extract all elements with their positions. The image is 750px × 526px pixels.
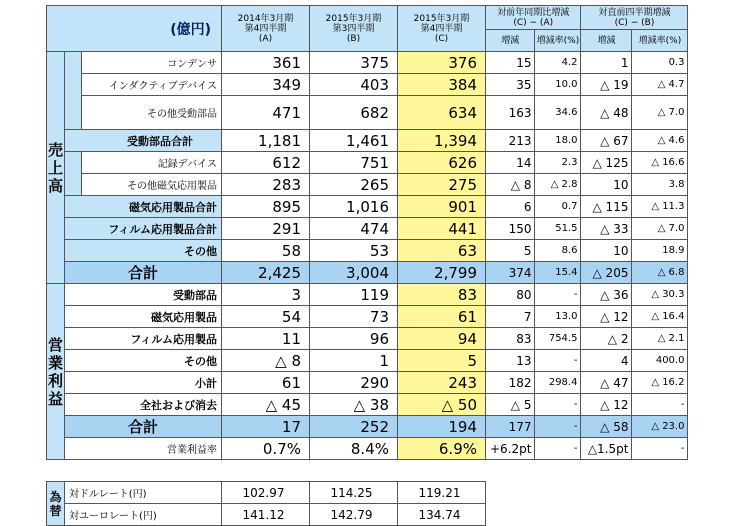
yoy-rate: 13.0 <box>535 306 581 328</box>
section-label-sales: 売 上 高 <box>47 52 65 284</box>
value-b: 265 <box>310 174 398 196</box>
yoy-change: 35 <box>486 74 535 96</box>
value-c: 376 <box>398 52 486 74</box>
yoy-change: 374 <box>486 262 535 284</box>
value-c: 441 <box>398 218 486 240</box>
value-b: 403 <box>310 74 398 96</box>
value-a: 102.97 <box>222 482 310 504</box>
yoy-rate: - <box>535 350 581 372</box>
value-c: 63 <box>398 240 486 262</box>
qoq-rate: △ 16.2 <box>632 372 688 394</box>
value-a: 0.7% <box>222 438 310 460</box>
table-row-subtotal <box>47 196 688 218</box>
table-row <box>47 52 688 74</box>
row-label: 磁気応用製品 <box>65 306 222 328</box>
qoq-change: △ 2 <box>581 328 632 350</box>
qoq-rate: 400.0 <box>632 350 688 372</box>
col-header-qoq-rate: 増減率(%) <box>632 30 688 52</box>
value-b: 96 <box>310 328 398 350</box>
qoq-rate: △ 2.1 <box>632 328 688 350</box>
qoq-rate: 18.9 <box>632 240 688 262</box>
row-label: 対ユーロレート(円) <box>65 504 222 526</box>
row-label: 対ドルレート(円) <box>65 482 222 504</box>
value-b: 114.25 <box>310 482 398 504</box>
row-label: その他磁気応用製品 <box>82 174 222 196</box>
qoq-change: △ 12 <box>581 394 632 416</box>
row-label: 合計 <box>65 416 222 438</box>
yoy-rate: △ 2.8 <box>535 174 581 196</box>
qoq-change: 1 <box>581 52 632 74</box>
value-a: 61 <box>222 372 310 394</box>
value-c: 634 <box>398 96 486 130</box>
spacer-row <box>47 460 688 482</box>
yoy-change: 80 <box>486 284 535 306</box>
value-b: 1 <box>310 350 398 372</box>
yoy-change: 7 <box>486 306 535 328</box>
qoq-rate: - <box>632 394 688 416</box>
col-header-a: 2014年3月期 第4四半期 (A) <box>222 6 310 52</box>
value-a: 58 <box>222 240 310 262</box>
yoy-rate: - <box>535 438 581 460</box>
qoq-change: 10 <box>581 240 632 262</box>
qoq-rate: 0.3 <box>632 52 688 74</box>
yoy-rate: 34.6 <box>535 96 581 130</box>
unit-label: (億円) <box>47 6 222 52</box>
value-b: 142.79 <box>310 504 398 526</box>
col-header-b: 2015年3月期 第3四半期 (B) <box>310 6 398 52</box>
yoy-change: 182 <box>486 372 535 394</box>
value-b: 73 <box>310 306 398 328</box>
qoq-rate: △ 6.8 <box>632 262 688 284</box>
value-a: 17 <box>222 416 310 438</box>
value-c: 243 <box>398 372 486 394</box>
value-c: △ 50 <box>398 394 486 416</box>
row-label: その他 <box>65 240 222 262</box>
table-row-total <box>47 416 688 438</box>
qoq-rate: - <box>632 438 688 460</box>
table-row <box>47 96 688 130</box>
qoq-rate: △ 30.3 <box>632 284 688 306</box>
value-b: 8.4% <box>310 438 398 460</box>
qoq-rate: △ 4.7 <box>632 74 688 96</box>
value-b: 290 <box>310 372 398 394</box>
value-a: 471 <box>222 96 310 130</box>
value-c: 194 <box>398 416 486 438</box>
empty-cell <box>486 504 688 526</box>
yoy-rate: 0.7 <box>535 196 581 218</box>
value-c: 134.74 <box>398 504 486 526</box>
table-row <box>47 394 688 416</box>
row-label: 合計 <box>65 262 222 284</box>
qoq-change: △ 33 <box>581 218 632 240</box>
value-b: 751 <box>310 152 398 174</box>
col-header-yoy: 対前年同期比増減 (C) − (A) <box>486 6 581 30</box>
row-label: その他受動部品 <box>82 96 222 130</box>
value-a: △ 45 <box>222 394 310 416</box>
yoy-change: 150 <box>486 218 535 240</box>
qoq-rate: △ 16.4 <box>632 306 688 328</box>
yoy-rate: - <box>535 284 581 306</box>
qoq-change: 10 <box>581 174 632 196</box>
value-b: △ 38 <box>310 394 398 416</box>
yoy-change: 5 <box>486 240 535 262</box>
value-a: 291 <box>222 218 310 240</box>
col-header-c: 2015年3月期 第4四半期 (C) <box>398 6 486 52</box>
row-label: 小計 <box>65 372 222 394</box>
yoy-change: 6 <box>486 196 535 218</box>
table-row <box>47 152 688 174</box>
value-a: 3 <box>222 284 310 306</box>
value-a: 2,425 <box>222 262 310 284</box>
qoq-rate: △ 11.3 <box>632 196 688 218</box>
indent-spacer <box>65 52 82 130</box>
value-c: 6.9% <box>398 438 486 460</box>
yoy-change: △ 5 <box>486 394 535 416</box>
value-a: 895 <box>222 196 310 218</box>
row-label: 磁気応用製品合計 <box>65 196 222 218</box>
value-c: 83 <box>398 284 486 306</box>
qoq-change: △ 19 <box>581 74 632 96</box>
qoq-change: △ 67 <box>581 130 632 152</box>
table-row <box>47 174 688 196</box>
row-label: フィルム応用製品合計 <box>65 218 222 240</box>
yoy-change: 177 <box>486 416 535 438</box>
value-a: 349 <box>222 74 310 96</box>
row-label: インダクティブデバイス <box>82 74 222 96</box>
financial-results-table <box>46 5 688 526</box>
col-header-yoy-change: 増減 <box>486 30 535 52</box>
qoq-rate: △ 16.6 <box>632 152 688 174</box>
value-c: 626 <box>398 152 486 174</box>
yoy-change: 213 <box>486 130 535 152</box>
col-header-yoy-rate: 増減率(%) <box>535 30 581 52</box>
value-b: 375 <box>310 52 398 74</box>
table-row <box>47 306 688 328</box>
table-row-fx <box>47 504 688 526</box>
yoy-rate: 2.3 <box>535 152 581 174</box>
yoy-rate: 298.4 <box>535 372 581 394</box>
yoy-change: 13 <box>486 350 535 372</box>
qoq-rate: △ 23.0 <box>632 416 688 438</box>
value-c: 94 <box>398 328 486 350</box>
yoy-rate: 754.5 <box>535 328 581 350</box>
qoq-change: △ 12 <box>581 306 632 328</box>
value-a: 141.12 <box>222 504 310 526</box>
section-label-operating-income: 営 業 利 益 <box>47 284 65 460</box>
yoy-rate: - <box>535 416 581 438</box>
value-b: 3,004 <box>310 262 398 284</box>
value-a: 1,181 <box>222 130 310 152</box>
qoq-change: △ 36 <box>581 284 632 306</box>
value-b: 53 <box>310 240 398 262</box>
value-c: 119.21 <box>398 482 486 504</box>
yoy-rate: 15.4 <box>535 262 581 284</box>
value-c: 275 <box>398 174 486 196</box>
row-label: 受動部品合計 <box>65 130 222 152</box>
table-row-subtotal <box>47 130 688 152</box>
value-b: 474 <box>310 218 398 240</box>
col-header-qoq: 対直前四半期増減 (C) − (B) <box>581 6 688 30</box>
table-row <box>47 284 688 306</box>
value-c: 5 <box>398 350 486 372</box>
yoy-change: +6.2pt <box>486 438 535 460</box>
value-b: 1,461 <box>310 130 398 152</box>
col-header-qoq-change: 増減 <box>581 30 632 52</box>
value-b: 682 <box>310 96 398 130</box>
qoq-change: △ 48 <box>581 96 632 130</box>
qoq-change: △ 205 <box>581 262 632 284</box>
row-label: 全社および消去 <box>65 394 222 416</box>
value-a: 283 <box>222 174 310 196</box>
qoq-change: △ 115 <box>581 196 632 218</box>
qoq-rate: △ 7.0 <box>632 218 688 240</box>
table-row <box>47 438 688 460</box>
table-row <box>47 350 688 372</box>
table-row-subtotal <box>47 218 688 240</box>
row-label: 受動部品 <box>65 284 222 306</box>
row-label: フィルム応用製品 <box>65 328 222 350</box>
row-label: コンデンサ <box>82 52 222 74</box>
qoq-change: △ 47 <box>581 372 632 394</box>
value-a: △ 8 <box>222 350 310 372</box>
qoq-rate: 3.8 <box>632 174 688 196</box>
value-c: 1,394 <box>398 130 486 152</box>
qoq-rate: △ 4.6 <box>632 130 688 152</box>
qoq-change: 4 <box>581 350 632 372</box>
qoq-change: △ 125 <box>581 152 632 174</box>
value-c: 384 <box>398 74 486 96</box>
yoy-rate: 51.5 <box>535 218 581 240</box>
qoq-change: △ 58 <box>581 416 632 438</box>
table-row <box>47 74 688 96</box>
value-c: 61 <box>398 306 486 328</box>
value-b: 119 <box>310 284 398 306</box>
indent-spacer <box>65 152 82 196</box>
yoy-rate: 10.0 <box>535 74 581 96</box>
row-label: その他 <box>65 350 222 372</box>
value-c: 2,799 <box>398 262 486 284</box>
row-label: 記録デバイス <box>82 152 222 174</box>
value-a: 11 <box>222 328 310 350</box>
table-row-fx <box>47 482 688 504</box>
yoy-rate: 8.6 <box>535 240 581 262</box>
yoy-rate: - <box>535 394 581 416</box>
yoy-rate: 18.0 <box>535 130 581 152</box>
qoq-rate: △ 7.0 <box>632 96 688 130</box>
value-c: 901 <box>398 196 486 218</box>
yoy-change: 163 <box>486 96 535 130</box>
qoq-change: △1.5pt <box>581 438 632 460</box>
yoy-change: 14 <box>486 152 535 174</box>
yoy-change: 15 <box>486 52 535 74</box>
table-row <box>47 328 688 350</box>
yoy-rate: 4.2 <box>535 52 581 74</box>
value-b: 1,016 <box>310 196 398 218</box>
yoy-change: 83 <box>486 328 535 350</box>
table-row-total <box>47 262 688 284</box>
value-a: 361 <box>222 52 310 74</box>
value-a: 54 <box>222 306 310 328</box>
table-row <box>47 372 688 394</box>
table-row-subtotal <box>47 240 688 262</box>
empty-cell <box>486 482 688 504</box>
value-b: 252 <box>310 416 398 438</box>
yoy-change: △ 8 <box>486 174 535 196</box>
section-label-fx: 為 替 <box>47 482 65 526</box>
row-label: 営業利益率 <box>65 438 222 460</box>
value-a: 612 <box>222 152 310 174</box>
